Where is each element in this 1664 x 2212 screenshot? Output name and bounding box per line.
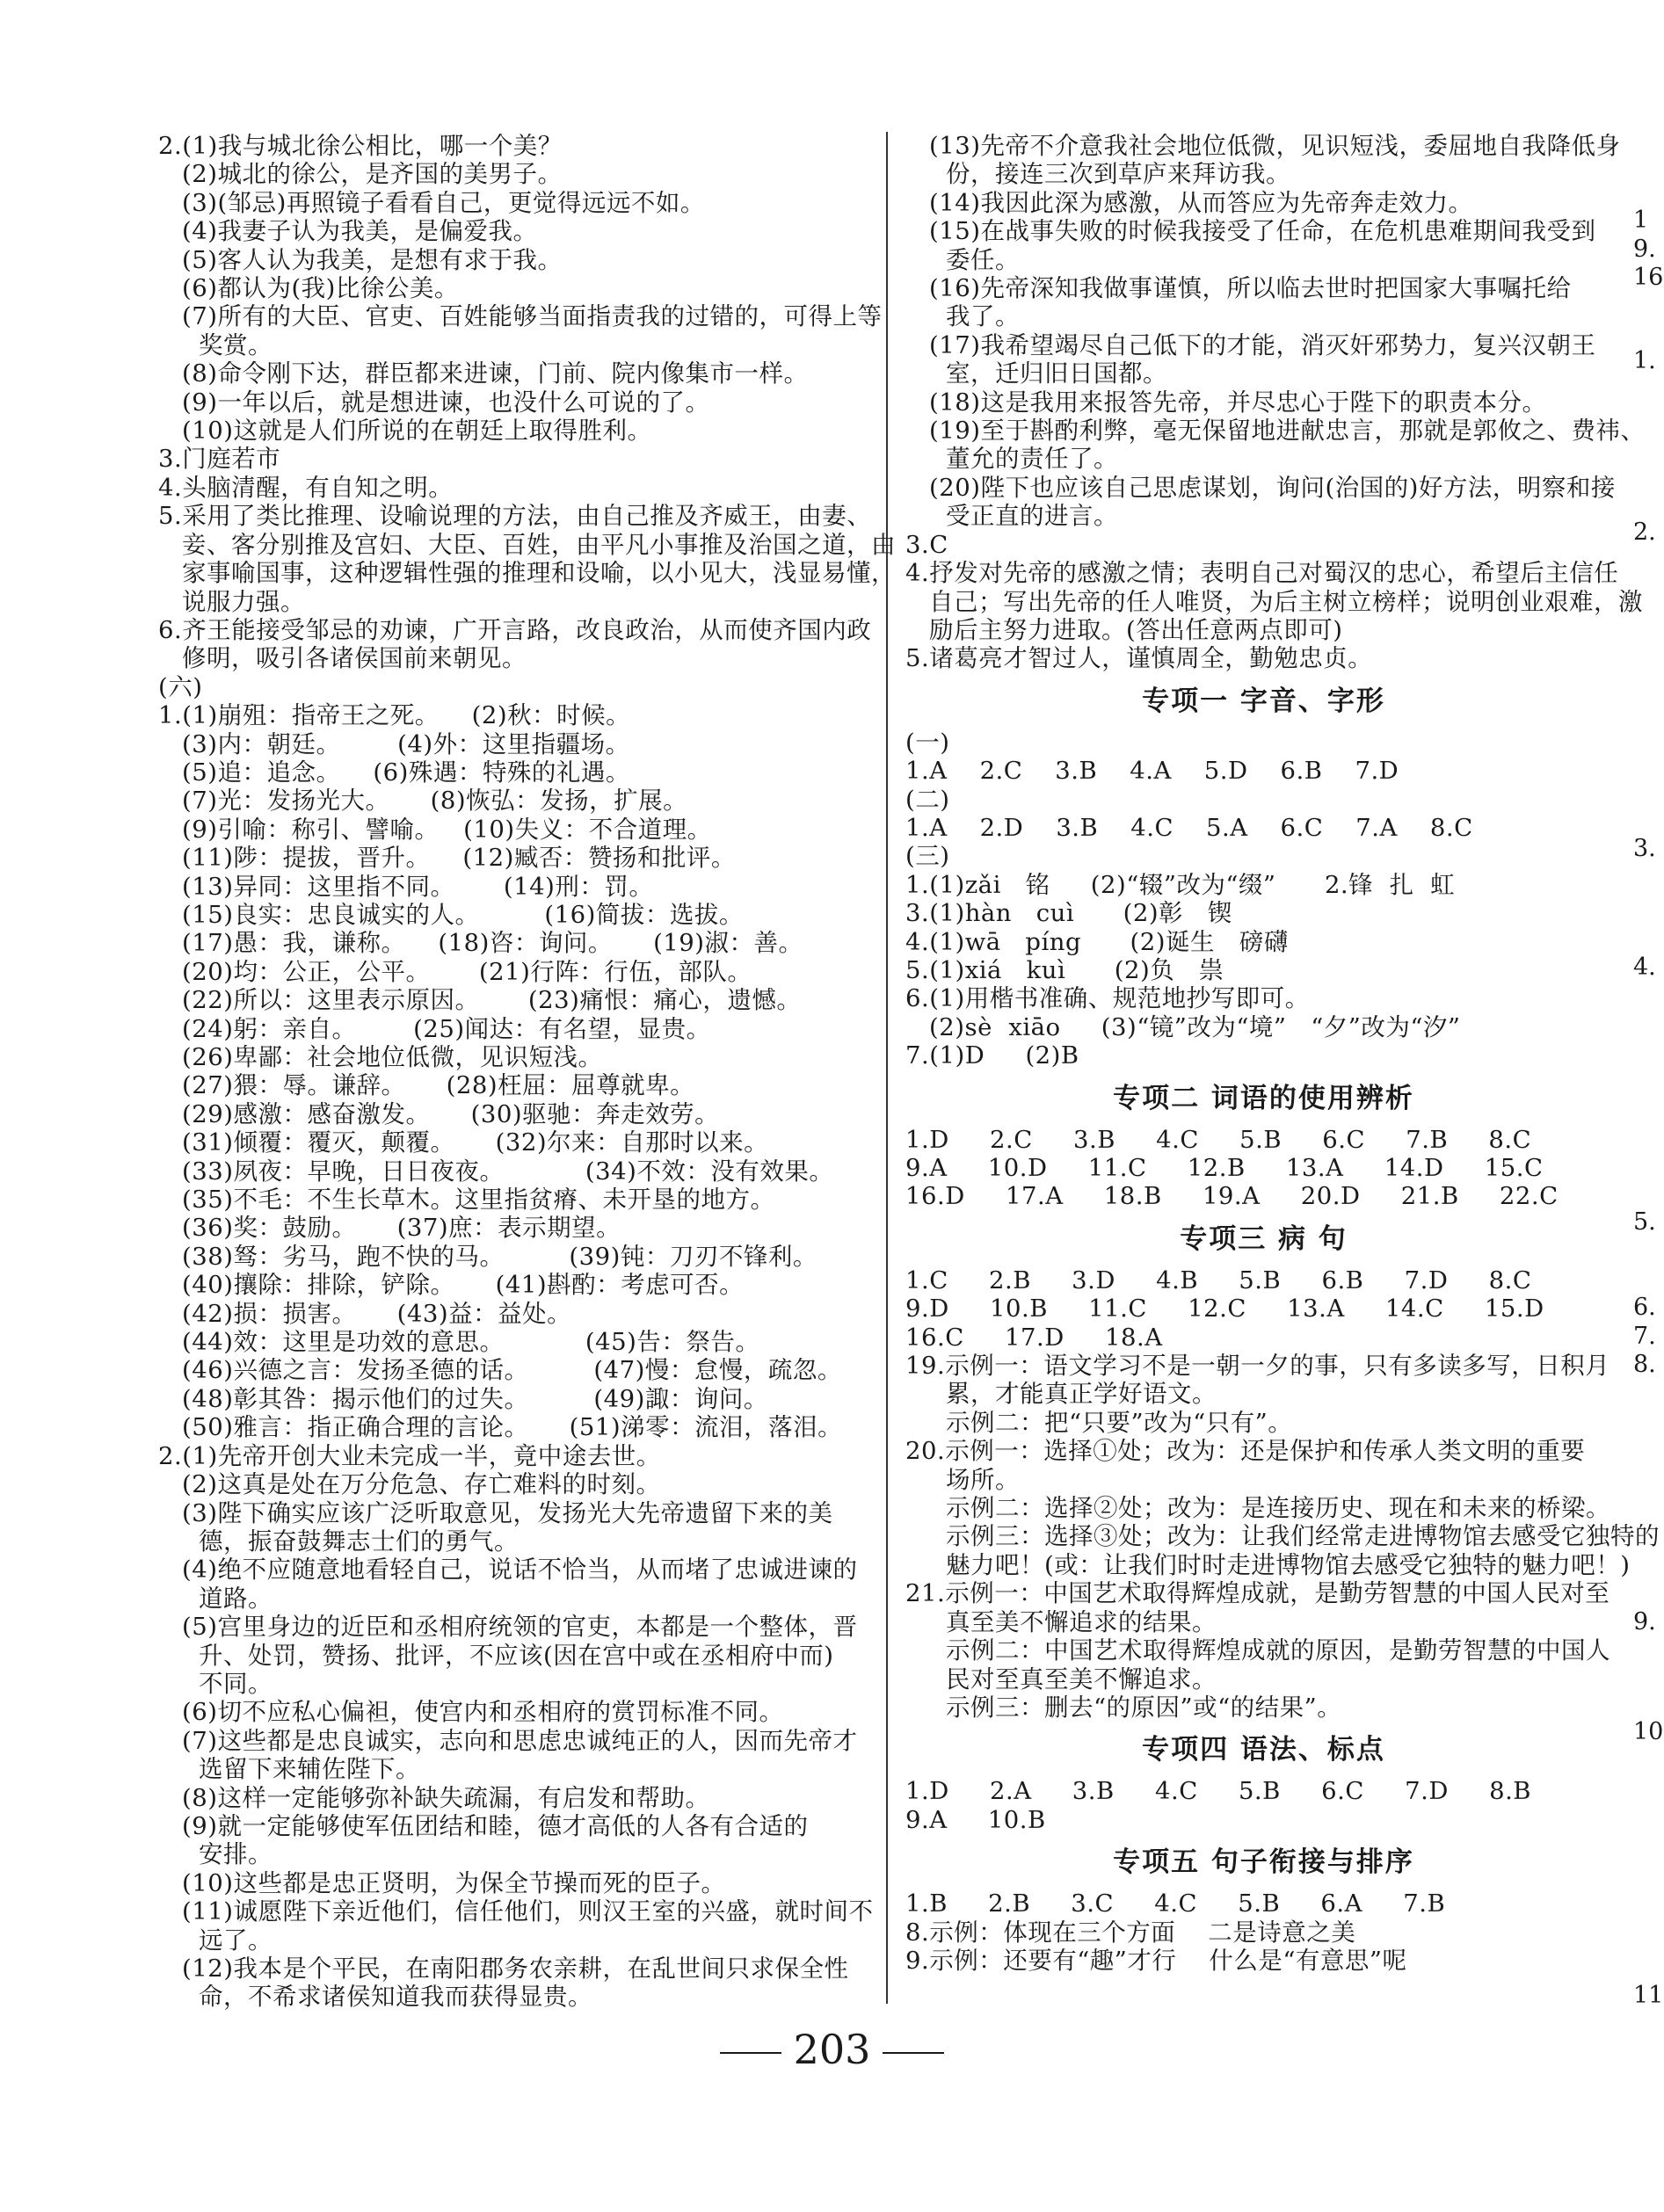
answer-line: (19)至于斟酌利弊，毫无保留地进献忠言，那就是郭攸之、费祎、 [929,417,1646,446]
answer-line: (13)异同：这里指不同。 (14)刑：罚。 [182,872,654,901]
edge-fragment: 1 [1633,207,1649,234]
answer-line: (5)宫里身边的近臣和丞相府统领的官吏，本都是一个整体，晋 [182,1613,858,1642]
answer-line: 1.(1)zǎi 铭 (2)“辍”改为“缀” 2.锋 扎 虹 [905,870,1456,899]
answer-line: (7)光：发扬光大。 (8)恢弘：发扬，扩展。 [182,787,688,816]
answer-line: 2.(1)我与城北徐公相比，哪一个美？ [158,132,563,160]
answer-line: 3.门庭若市 [158,445,281,474]
answer-line: (2)这真是处在万分危急、存亡难料的时刻。 [182,1470,661,1499]
answer-line: 不同。 [199,1669,272,1698]
left-column [158,132,896,2012]
answer-line: 21.示例一：中国艺术取得辉煌成就，是勤劳智慧的中国人民对至 [905,1579,1610,1608]
answer-line: (5)追：追念。 (6)殊遇：特殊的礼遇。 [182,758,630,787]
answer-line: 4.(1)wā píng (2)诞生 磅礴 [905,927,1289,956]
edge-fragment: 7. [1633,1323,1656,1350]
answer-line: 1.B 2.B 3.C 4.C 5.B 6.A 7.B [905,1889,1446,1918]
section-heading: 专项一 字音、字形 [1142,685,1385,717]
answer-line: 16.D 17.A 18.B 19.A 20.D 21.B 22.C [905,1182,1559,1211]
answer-line: 8.示例：体现在三个方面 二是诗意之美 [905,1918,1356,1947]
column-divider [886,132,888,2004]
edge-fragment: 11 [1633,1982,1664,2009]
answer-line: (4)绝不应随意地看轻自己，说话不恰当，从而堵了忠诚进谏的 [182,1556,858,1585]
answer-line: 1.(1)崩殂：指帝王之死。 (2)秋：时候。 [158,701,631,730]
answer-line: 励后主努力进取。(答出任意两点即可) [929,615,1343,644]
answer-line: 委任。 [946,245,1020,274]
answer-line: 9.示例：还要有“趣”才行 什么是“有意思”呢 [905,1946,1407,1975]
answer-line: (一) [905,728,950,757]
answer-line: 场所。 [946,1465,1020,1494]
answer-line: (12)我本是个平民，在南阳郡务农亲耕，在乱世间只求保全性 [182,1955,849,1983]
edge-fragment: 9. [1633,1608,1656,1635]
edge-fragment: 3. [1633,835,1656,862]
answer-line: (33)夙夜：早晚，日日夜夜。 (34)不效：没有效果。 [182,1157,834,1186]
answer-line: (44)效：这里是功效的意思。 (45)告：祭告。 [182,1328,760,1357]
answer-line: 4.头脑清醒，有自知之明。 [158,473,454,502]
section-heading: 专项三 病 句 [1180,1222,1348,1255]
answer-line: (38)驽：劣马，跑不快的马。 (39)钝：刀刃不锋利。 [182,1242,817,1271]
answer-line: (9)一年以后，就是想进谏，也没什么可说的了。 [182,388,710,417]
answer-line: 修明，吸引各诸侯国前来朝见。 [182,644,527,673]
answer-line: (16)先帝深知我做事谨慎，所以临去世时把国家大事嘱托给 [929,274,1572,303]
edge-fragment: 8. [1633,1351,1656,1378]
answer-line: (三) [905,842,950,871]
answer-line: (17)愚：我，谦称。 (18)咨：询问。 (19)淑：善。 [182,929,803,958]
answer-line: 1.D 2.A 3.B 4.C 5.B 6.C 7.D 8.B [905,1777,1532,1806]
answer-line: 1.A 2.C 3.B 4.A 5.D 6.B 7.D [905,757,1399,786]
answer-line: (42)损：损害。 (43)益：益处。 [182,1299,572,1328]
answer-line: (27)猥：辱。谦辞。 (28)枉屈：屈尊就卑。 [182,1071,695,1100]
answer-line: 5.(1)xiá kuì (2)负 祟 [905,955,1224,984]
answer-line: 7.(1)D (2)B [905,1041,1079,1070]
answer-line: 5.诸葛亮才智过人，谨慎周全，勤勉忠贞。 [905,644,1373,673]
answer-line: 远了。 [199,1926,272,1955]
answer-line: (24)躬：亲自。 (25)闻达：有名望，显贵。 [182,1014,711,1043]
answer-line: 示例二：把“只要”改为“只有”。 [946,1408,1293,1437]
answer-line: 命，不希求诸侯知道我而获得显贵。 [199,1983,592,2012]
answer-line: (26)卑鄙：社会地位低微，见识短浅。 [182,1043,603,1071]
edge-fragment: 9. [1633,236,1656,263]
answer-line: 6.(1)用楷书准确、规范地抄写即可。 [905,984,1310,1013]
answer-line: 董允的责任了。 [946,445,1118,474]
answer-line: (46)兴德之言：发扬圣德的话。 (47)慢：怠慢，疏忽。 [182,1356,842,1385]
answer-line: 奖赏。 [199,330,272,359]
answer-line: (2)城北的徐公，是齐国的美男子。 [182,160,563,189]
answer-line: 份，接连三次到草庐来拜访我。 [946,160,1290,189]
edge-fragment: 6. [1633,1294,1656,1321]
answer-line: (3)内：朝廷。 (4)外：这里指疆场。 [182,729,630,758]
answer-line: 示例三：选择③处；改为：让我们经常走进博物馆去感受它独特的 [946,1522,1660,1551]
answer-line: (3)陛下确实应该广泛听取意见，发扬光大先帝遗留下来的美 [182,1498,833,1527]
answer-line: (7)所有的大臣、官吏、百姓能够当面指责我的过错的，可得上等 [182,302,883,331]
edge-fragment: 5. [1633,1208,1656,1236]
answer-line: 道路。 [199,1584,272,1613]
answer-line: 真至美不懈追求的结果。 [946,1607,1217,1636]
answer-line: 室，迁归旧日国都。 [946,359,1167,388]
answer-line: (14)我因此深为感激，从而答应为先帝奔走效力。 [929,188,1473,217]
answer-line: (15)良实：忠良诚实的人。 (16)简拔：选拔。 [182,900,744,929]
answer-line: (5)客人认为我美，是想有求于我。 [182,245,563,274]
answer-line: (8)这样一定能够弥补缺失疏漏，有启发和帮助。 [182,1783,710,1812]
answer-line: (50)雅言：指正确合理的言论。 (51)涕零：流泪，落泪。 [182,1413,843,1442]
answer-line: 家事喻国事，这种逻辑性强的推理和设喻，以小见大，浅显易懂， [182,559,896,588]
answer-line: (15)在战事失败的时候我接受了任命，在危机患难期间我受到 [929,217,1596,246]
answer-line: 升、处罚，赞扬、批评，不应该(因在宫中或在丞相府中而) [199,1641,834,1670]
answer-line: (48)彰其咎：揭示他们的过失。 (49)諏：询问。 [182,1384,768,1413]
edge-fragment: 2. [1633,519,1656,546]
answer-line: 德，振奋鼓舞志士们的勇气。 [199,1527,519,1556]
answer-line: (35)不毛：不生长草木。这里指贫瘠、未开垦的地方。 [182,1186,775,1215]
section-heading: 专项二 词语的使用辨析 [1113,1082,1414,1114]
answer-line: (六) [158,672,203,701]
answer-line: 民对至真至美不懈追求。 [946,1664,1217,1693]
answer-line: 自己；写出先帝的任人唯贤，为后主树立榜样；说明创业艰难，激 [929,587,1643,616]
answer-line: (36)奖：鼓励。 (37)庶：表示期望。 [182,1214,621,1243]
answer-line: 9.D 10.B 11.C 12.C 13.A 14.C 15.D [905,1295,1544,1324]
answer-line: (22)所以：这里表示原因。 (23)痛恨：痛心，遗憾。 [182,986,802,1015]
answer-line: (10)这就是人们所说的在朝廷上取得胜利。 [182,417,652,446]
answer-line: 16.C 17.D 18.A [905,1323,1163,1352]
answer-line: 20.示例一：选择①处；改为：还是保护和传承人类文明的重要 [905,1437,1586,1466]
answer-line: 安排。 [199,1840,272,1869]
answer-line: (13)先帝不介意我社会地位低微，见识短浅，委屈地自我降低身 [929,132,1621,160]
answer-line: (11)陟：提拔，晋升。 (12)臧否：赞扬和批评。 [182,844,736,873]
answer-line: 1.D 2.C 3.B 4.C 5.B 6.C 7.B 8.C [905,1125,1532,1154]
answer-line: (20)均：公正，公平。 (21)行阵：行伍，部队。 [182,957,752,986]
answer-line: (11)诚愿陛下亲近他们，信任他们，则汉王室的兴盛，就时间不 [182,1897,874,1926]
answer-line: (40)攘除：排除，铲除。 (41)斟酌：考虑可否。 [182,1271,745,1300]
answer-line: (17)我希望竭尽自己低下的才能，消灭奸邪势力，复兴汉朝王 [929,330,1596,359]
answer-line: 示例二：选择②处；改为：是连接历史、现在和未来的桥梁。 [946,1494,1610,1523]
answer-line: (3)(邹忌)再照镜子看看自己，更觉得远远不如。 [182,188,705,217]
answer-line: 我了。 [946,302,1020,331]
answer-line: 9.A 10.D 11.C 12.B 13.A 14.D 15.C [905,1154,1544,1182]
edge-fragment: 4. [1633,954,1656,981]
page-number [0,2026,1664,2073]
answer-line: (4)我妻子认为我美，是偏爱我。 [182,217,538,246]
answer-line: 选留下来辅佐陛下。 [199,1755,420,1784]
answer-line: 5.采用了类比推理、设喻说理的方法，由自己推及齐威王，由妻、 [158,502,872,531]
answer-line: 2.(1)先帝开创大业未完成一半，竟中途去世。 [158,1441,661,1470]
answer-line: (6)都认为(我)比徐公美。 [182,274,459,303]
answer-line: (29)感激：感奋激发。 (30)驱驰：奔走效劳。 [182,1099,720,1128]
answer-line: 6.齐王能接受邹忌的劝谏，广开言路，改良政治，从而使齐国内政 [158,615,872,644]
middle-column [905,132,1660,1975]
answer-line: (10)这些都是忠正贤明，为保全节操而死的臣子。 [182,1868,726,1897]
answer-line: (9)引喻：称引、譬喻。 (10)失义：不合道理。 [182,815,712,844]
answer-line: 19.示例一：语文学习不是一朝一夕的事，只有多读多写，日积月 [905,1352,1610,1381]
page-number-text: 203 [793,2026,871,2073]
edge-fragment: 10 [1633,1718,1664,1745]
answer-line: 受正直的进言。 [946,502,1118,531]
answer-line: 3.C [905,530,948,559]
answer-line: (20)陛下也应该自己思虑谋划，询问(治国的)好方法，明察和接 [929,473,1616,502]
section-heading: 专项五 句子衔接与排序 [1113,1846,1414,1879]
answer-line: (9)就一定能够使军伍团结和睦，德才高低的人各有合适的 [182,1811,809,1840]
answer-line: 魅力吧！(或：让我们时时走进博物馆去感受它独特的魅力吧！) [946,1550,1631,1579]
section-heading: 专项四 语法、标点 [1142,1734,1385,1766]
answer-line: (18)这是我用来报答先帝，并尽忠心于陛下的职责本分。 [929,388,1547,417]
edge-fragment: 16 [1633,264,1664,291]
answer-line: 示例二：中国艺术取得辉煌成就的原因，是勤劳智慧的中国人 [946,1636,1610,1665]
answer-line: (2)sè xiāo (3)“镜”改为“境” “夕”改为“汐” [929,1012,1461,1041]
answer-line: 1.A 2.D 3.B 4.C 5.A 6.C 7.A 8.C [905,813,1473,842]
answer-line: (7)这些都是忠良诚实，志向和思虑忠诚纯正的人，因而先帝才 [182,1726,858,1755]
answer-line: 1.C 2.B 3.D 4.B 5.B 6.B 7.D 8.C [905,1266,1532,1295]
answer-line: (6)切不应私心偏袒，使宫内和丞相府的赏罚标准不同。 [182,1698,784,1727]
answer-line: (8)命令刚下达，群臣都来进谏，门前、院内像集市一样。 [182,359,809,388]
answer-line: 妾、客分别推及宫妇、大臣、百姓，由平凡小事推及治国之道，由 [182,530,896,559]
answer-line: 3.(1)hàn cuì (2)彰 锲 [905,899,1232,928]
answer-line: 说服力强。 [182,587,305,616]
answer-line: 9.A 10.B [905,1805,1046,1834]
edge-fragment: 1. [1633,347,1656,374]
answer-line: 累，才能真正学好语文。 [946,1380,1217,1409]
answer-line: (31)倾覆：覆灭，颠覆。 (32)尔来：自那时以来。 [182,1128,769,1157]
answer-line: 4.抒发对先帝的感激之情；表明自己对蜀汉的忠心，希望后主信任 [905,559,1619,588]
answer-line: 示例三：删去“的原因”或“的结果”。 [946,1693,1342,1722]
answer-line: (二) [905,785,950,814]
